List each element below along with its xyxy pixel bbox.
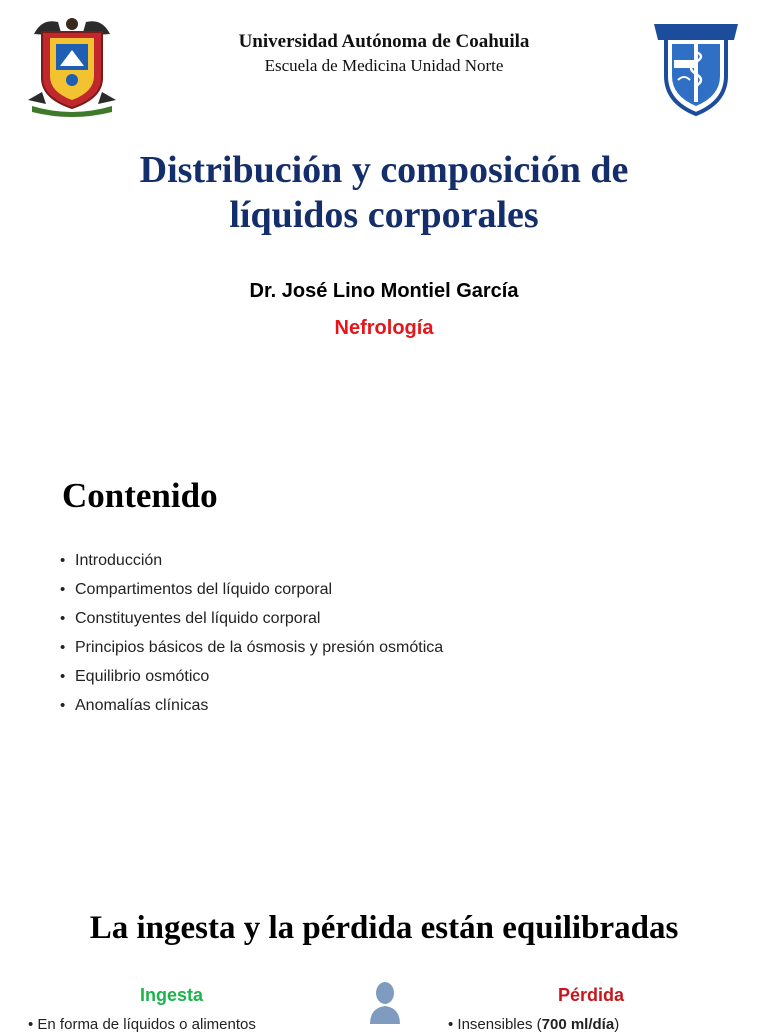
balance-slide xyxy=(0,860,768,1033)
contents-slide xyxy=(0,440,768,860)
list-item: • Introducción xyxy=(60,548,443,577)
title-slide xyxy=(0,0,768,440)
loss-item-end: ) xyxy=(614,1016,620,1033)
contents-heading: Contenido xyxy=(62,476,218,515)
intake-item-text: En forma de líquidos o alimentos xyxy=(37,1016,256,1033)
presentation-title xyxy=(60,148,708,238)
intake-label: Ingesta xyxy=(140,985,204,1005)
loss-item-text: Insensibles ( xyxy=(457,1016,542,1033)
university-name: Universidad Autónoma de Coahuila xyxy=(238,31,530,52)
specialty-label: Nefrología xyxy=(334,317,434,339)
human-figure-icon xyxy=(362,980,408,1024)
list-item: • Equilibrio osmótico xyxy=(60,664,443,693)
school-name: Escuela de Medicina Unidad Norte xyxy=(264,56,504,75)
title-line-1: Distribución y composición de xyxy=(139,149,629,191)
contents-list xyxy=(60,548,443,722)
list-item: • Compartimentos del líquido corporal xyxy=(60,577,443,606)
balance-heading: La ingesta y la pérdida están equilibradas xyxy=(89,910,679,946)
intake-item: • En forma de líquidos o alimentos xyxy=(28,1016,256,1033)
medical-school-shield-logo xyxy=(652,14,740,118)
list-item: • Constituyentes del líquido corporal xyxy=(60,606,443,635)
loss-item: • Insensibles (700 ml/día) xyxy=(448,1016,620,1033)
author-name: Dr. José Lino Montiel García xyxy=(249,280,519,302)
list-item: • Principios básicos de la ósmosis y presión osmótica xyxy=(60,635,443,664)
loss-label: Pérdida xyxy=(558,985,625,1005)
loss-item-value: 700 ml/día xyxy=(541,1016,615,1033)
list-item: • Anomalías clínicas xyxy=(60,693,443,722)
title-line-2: líquidos corporales xyxy=(229,194,539,236)
